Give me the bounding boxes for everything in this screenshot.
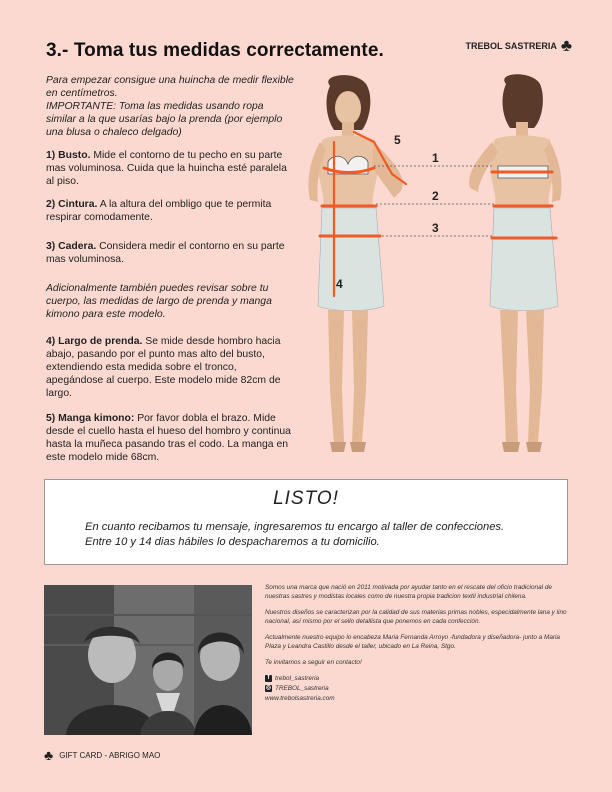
item-label: 3) Cadera. — [46, 241, 97, 252]
instructions — [46, 74, 296, 464]
additional-text: Adicionalmente también puedes revisar sobre tu cuerpo, las medidas de largo de prenda y manga kimono para este modelo. — [46, 283, 272, 320]
label-3: 3 — [432, 221, 439, 235]
website-url: www.trebolsastreria.com — [265, 695, 335, 702]
club-icon: ♣ — [560, 36, 572, 55]
listo-title: LISTO! — [273, 488, 339, 509]
instagram-icon: ◎ — [265, 685, 272, 691]
facebook-link[interactable] — [265, 674, 575, 683]
item-text: Por favor dobla el brazo. Mide desde el cuello hasta el hueso del hombro y continua hasta la muñeca pasando tras el codo. La manga en este modelo mide 68cm. — [46, 413, 291, 463]
label-2: 2 — [432, 189, 439, 203]
listo-line-2: Entre 10 y 14 dias hábiles lo despacharemos a tu domicilio. — [85, 536, 380, 548]
club-icon: ♣ — [44, 747, 54, 763]
label-1: 1 — [432, 151, 439, 165]
listo-box — [44, 479, 568, 565]
listo-body — [85, 520, 504, 550]
page-title: 3.- Toma tus medidas correctamente. — [46, 40, 384, 61]
label-5: 5 — [394, 133, 401, 147]
brand-name — [466, 37, 573, 54]
about-p2: Nuestros diseños se caracterizan por la calidad de sus materias primas nobles, especidalmente lana y lino nacional, así mismo por el sello detallista que ponemos en cada confección. — [265, 609, 567, 625]
intro-text: Para empezar consigue una huincha de medir flexible en centímetros. — [46, 75, 294, 99]
about-p3: Actualmente nuestro equipo lo encabeza Maria Fernanda Arroyo -fundadora y diseñadora- junto a Maria Plaza y Leandra Castillo desde el taller, ubicado en La Reina, Stgo. — [265, 634, 560, 650]
about-p4: Te invitamos a seguir en contacto! — [265, 659, 362, 666]
about-section — [265, 583, 575, 704]
brand-label: TREBOL SASTRERIA — [465, 40, 557, 51]
item-label: 2) Cintura. — [46, 199, 98, 210]
item-text: A la altura del ombligo que te permita respirar comodamente. — [46, 199, 272, 223]
about-p1: Somos una marca que nació en 2011 motivada por ayudar tanto en el rescate del oficio tradicional de nuestras sastres y modistas locales como de nuestra propia tradicion textil industrial chilena. — [265, 584, 552, 600]
item-busto — [46, 149, 296, 188]
item-text: Considera medir el contorno en su parte mas voluminosa. — [46, 241, 285, 265]
item-cintura — [46, 198, 296, 224]
item-largo — [46, 335, 296, 400]
instagram-link[interactable] — [265, 684, 575, 693]
footer-text: GIFT CARD - ABRIGO MAO — [59, 750, 161, 760]
facebook-icon: f — [265, 675, 272, 682]
item-cadera — [46, 240, 296, 266]
item-text: Se mide desde hombro hacia abajo, pasando por el punto mas alto del busto, extendiendo esta medida sobre el tronco, apegándose al cuerpo. Este modelo mide 82cm de largo. — [46, 336, 281, 399]
footer — [44, 748, 160, 762]
website-link[interactable] — [265, 694, 575, 703]
label-4: 4 — [336, 277, 343, 291]
measurement-illustration — [270, 70, 580, 462]
team-photo — [44, 585, 252, 735]
facebook-handle: trebol_sastreria — [275, 675, 320, 682]
item-label: 5) Manga kimono: — [46, 413, 135, 424]
item-text: Mide el contorno de tu pecho en su parte mas voluminosa. Cuida que la huincha esté paralela al piso. — [46, 150, 287, 187]
item-label: 4) Largo de prenda. — [46, 336, 143, 347]
instagram-handle: TREBOL_sastreria — [275, 685, 329, 692]
important-text: IMPORTANTE: Toma las medidas usando ropa similar a la que usarías bajo la prenda (por ejemplo una blusa o chaleco delgado) — [46, 101, 283, 138]
listo-line-1: En cuanto recibamos tu mensaje, ingresaremos tu encargo al taller de confecciones. — [85, 521, 505, 533]
item-label: 1) Busto. — [46, 150, 91, 161]
item-manga — [46, 412, 296, 464]
back-figure — [469, 74, 561, 452]
